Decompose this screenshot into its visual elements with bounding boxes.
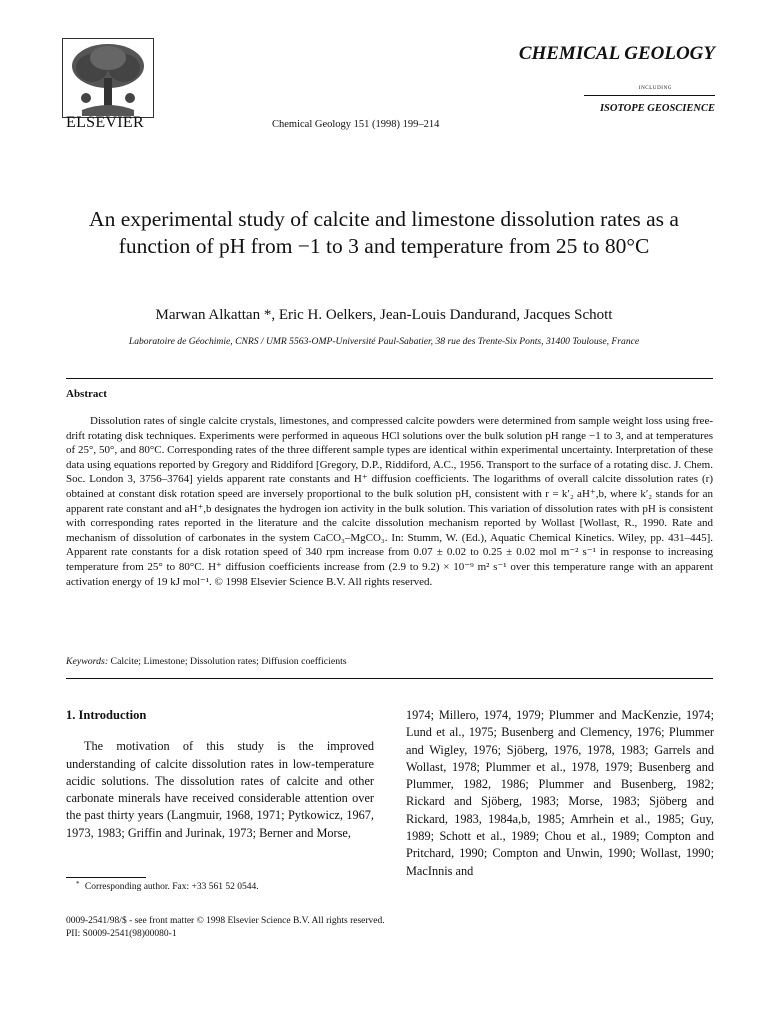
abstract-bottom-rule bbox=[66, 678, 713, 679]
elsevier-tree-logo bbox=[62, 38, 154, 118]
article-title: An experimental study of calcite and limestone dissolution rates as a function of pH from −1 to 3 and temperature from 25 to 80°C bbox=[89, 207, 679, 258]
intro-paragraph-right: 1974; Millero, 1974, 1979; Plummer and MacKenzie, 1974; Lund et al., 1975; Busenberg and Clemency, 1976; Plummer and Wigley, 1976; Sjöberg, 1976, 1978, 1983; Garrels and Wollast, 1978; Plummer et al., 1978, 1979; Busenberg and Plummer, 1982, 1986; Plummer and Busenberg, 1982; Rickard and Sjöberg, 1983; Morse, 1983; Sjöberg and Rickard, 1983, 1984a,b, 1985; Amrhein et al., 1985; Guy, 1989; Schott et al., 1989; Chou et al., 1989; Compton and Pritchard, 1990; Compton and Unwin, 1990; Wollast, 1990; MacInnis and bbox=[406, 708, 714, 878]
publisher-name: ELSEVIER bbox=[66, 114, 144, 131]
intro-paragraph-left: The motivation of this study is the improved understanding of calcite dissolution rates in low-temperature acidic solutions. The dissolution rates of calcite and other carbonate minerals have received considerable attention over the past thirty years (Langmuir, 1968, 1971; Pytkowicz, 1967, 1973, 1983; Griffin and Jurinak, 1973; Berner and Morse, bbox=[66, 739, 374, 840]
footnote-mark: * bbox=[76, 880, 80, 888]
keywords-text: Calcite; Limestone; Dissolution rates; Diffusion coefficients bbox=[110, 656, 347, 667]
abstract-heading: Abstract bbox=[66, 388, 107, 400]
abstract-top-rule bbox=[66, 378, 713, 379]
journal-title-rule bbox=[584, 95, 715, 96]
journal-title: CHEMICAL GEOLOGY bbox=[518, 43, 715, 64]
footnote-rule bbox=[66, 877, 146, 878]
keywords-label: Keywords: bbox=[66, 656, 109, 667]
footnote-text: Corresponding author. Fax: +33 561 52 0544. bbox=[84, 882, 259, 892]
journal-subtitle: ISOTOPE GEOSCIENCE bbox=[599, 103, 715, 114]
front-matter bbox=[66, 915, 385, 941]
footnote bbox=[76, 882, 259, 892]
section-heading-introduction: 1. Introduction bbox=[66, 708, 147, 722]
article-authors: Marwan Alkattan *, Eric H. Oelkers, Jean-Louis Dandurand, Jacques Schott bbox=[155, 307, 613, 323]
body-left-column bbox=[66, 707, 374, 842]
abstract-text: Dissolution rates of single calcite crystals, limestones, and compressed calcite powders were determined from sample weight loss using free-drift rotating disk techniques. Experiments were performed in aqueous HCl solutions over the bulk solution pH range −1 to 3, and at temperatures of 25°, 50°, and 80°C. Corresponding rates of the three different sample types are identical within experimental uncertainty. Interpretation of these data using equations reported by Gregory and Riddiford [Gregory, D.P., Riddiford, A.C., 1956. Transport to the surface of a rotating disc. J. Chem. Soc. London 3, 3756–3764] yields apparent rate constants and H⁺ diffusion coefficients. The logarithms of overall calcite dissolution rates (r) obtained at constant disk rotation speed are inversely proportional to the bulk solution pH, consistent with r = k′₂ aH⁺,b, where k′₂ stands for an apparent rate constant and aH⁺,b designates the hydrogen ion activity in the bulk solution. This variation of dissolution rates with pH is consistent with corresponding rates reported in the literature and the calcite dissolution mechanism reported by Wollast [Wollast, R., 1990. Rate and mechanism of dissolution of carbonates in the system CaCO₃–MgCO₃. In: Stumm, W. (Ed.), Aquatic Chemical Kinetics. Wiley, pp. 431–445]. Apparent rate constants for a disk rotation speed of 340 rpm increase from 0.07 ± 0.02 to 0.25 ± 0.02 mol m⁻² s⁻¹ in response to increasing temperature from 25° to 80°C. H⁺ diffusion coefficients increase from (2.9 to 9.2) × 10⁻⁹ m² s⁻¹ over this temperature range with an apparent activation energy of 19 kJ mol⁻¹. © 1998 Elsevier Science B.V. All rights reserved. bbox=[66, 415, 713, 588]
body-right-column bbox=[406, 707, 714, 880]
journal-including-label: INCLUDING bbox=[638, 86, 672, 91]
journal-reference: Chemical Geology 151 (1998) 199–214 bbox=[272, 119, 440, 130]
copyright-line: 0009-2541/98/$ - see front matter © 1998 Elsevier Science B.V. All rights reserved. bbox=[66, 916, 385, 926]
author-affiliation: Laboratoire de Géochimie, CNRS / UMR 5563-OMP-Université Paul-Sabatier, 38 rue des Trente-Six Ponts, 31400 Toulouse, France bbox=[128, 336, 640, 347]
pii-line: PII: S0009-2541(98)00080-1 bbox=[66, 929, 177, 939]
keywords-line bbox=[66, 656, 347, 667]
